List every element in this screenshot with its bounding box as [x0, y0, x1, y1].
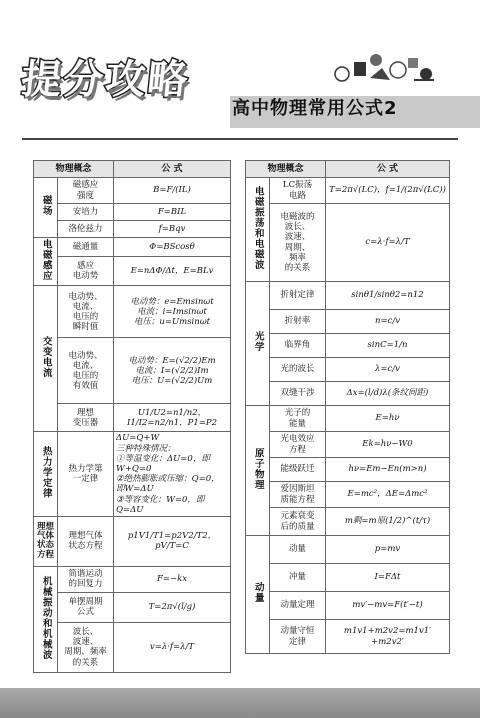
- category-optics: 光学: [246, 282, 270, 406]
- formula: E=mc²，ΔE=Δmc²: [326, 482, 450, 508]
- concept-name: 能级跃迁: [270, 458, 326, 482]
- concept-name: 磁感应 强度: [58, 178, 114, 204]
- formula: m1v1+m2v2=m1v1′+m2v2′: [326, 620, 450, 654]
- concept-name: 双缝干涉: [270, 382, 326, 406]
- category-momentum: 动量: [246, 536, 270, 654]
- concept-name: 折射率: [270, 310, 326, 334]
- table-row: [246, 334, 450, 358]
- banner: [232, 94, 432, 122]
- concept-name: 电动势、 电流、 电压的 有效值: [58, 338, 114, 404]
- formula: Δx=(l/d)λ(条纹间距): [326, 382, 450, 406]
- table-row: [246, 382, 450, 406]
- formula: λ=c/v: [326, 358, 450, 382]
- table-row: [246, 178, 450, 204]
- header-concept: 物理概念: [246, 161, 326, 178]
- concept-name: 临界角: [270, 334, 326, 358]
- concept-name: 动量: [270, 536, 326, 564]
- logo: [18, 48, 224, 103]
- formula: U1/U2=n1/n2，I1/I2=n2/n1，P1=P2: [114, 404, 231, 432]
- table-row: [246, 592, 450, 620]
- table-row: [246, 204, 450, 282]
- formula: 电动势：e=Emsinωt 电流：i=Imsinωt 电压：u=Umsinωt: [114, 286, 231, 338]
- concept-name: 爱因斯坦 质能方程: [270, 482, 326, 508]
- table-row: [246, 508, 450, 536]
- formula: T=2π√(LC)，f=1/(2π√(LC)): [326, 178, 450, 204]
- table-row: [246, 432, 450, 458]
- formula: ΔU=Q+W 三种特殊情况： ①等温变化：ΔU=0，即W+Q=0 ②绝热膨胀或压缩：Q=0，即W=ΔU ③等容变化：W=0，即Q=ΔU: [114, 432, 231, 517]
- page-header: [0, 0, 480, 142]
- formula: m剩=m原(1/2)^(t/τ): [326, 508, 450, 536]
- header-concept: 物理概念: [34, 161, 114, 178]
- formula: 电动势：E=(√2/2)Em 电流：I=(√2/2)Im 电压：U=(√2/2)Um: [114, 338, 231, 404]
- right-formula-table: [245, 160, 450, 654]
- table-row: [34, 238, 231, 257]
- table-row: [246, 282, 450, 310]
- formula: F=BIL: [114, 204, 231, 221]
- formula: I=FΔt: [326, 564, 450, 592]
- formula: E=nΔΦ/Δt，E=BLv: [114, 257, 231, 286]
- concept-name: 磁通量: [58, 238, 114, 257]
- formula: Ek=hν−W0: [326, 432, 450, 458]
- table-row: [246, 358, 450, 382]
- formula: n=c/v: [326, 310, 450, 334]
- formula: sinθ1/sinθ2=n12: [326, 282, 450, 310]
- category-ac: 交变电流: [34, 286, 58, 432]
- formula: sinC=1/n: [326, 334, 450, 358]
- concept-name: 安培力: [58, 204, 114, 221]
- concept-name: 折射定律: [270, 282, 326, 310]
- banner-title: 高中物理常用公式2: [232, 98, 398, 119]
- left-formula-table: [33, 160, 231, 673]
- category-atomic: 原子物理: [246, 406, 270, 536]
- concept-name: 光子的 能量: [270, 406, 326, 432]
- formula: E=hν: [326, 406, 450, 432]
- category-vibration: 机械振动和机械波: [34, 566, 58, 672]
- formula: B=F/(IL): [114, 178, 231, 204]
- concept-name: 波长、 波速、 周期、频率 的关系: [58, 622, 114, 672]
- formula: f=Bqv: [114, 221, 231, 238]
- category-gas: 理想气体状态方程: [34, 516, 58, 566]
- concept-name: 电磁波的 波长、 波速、 周期、 频率 的关系: [270, 204, 326, 282]
- table-row: [34, 178, 231, 204]
- formula: mv′−mv=F(t′−t): [326, 592, 450, 620]
- page-footer-band: [0, 688, 480, 718]
- table-row: [34, 257, 231, 286]
- category-induction: 电磁感应: [34, 238, 58, 286]
- concept-name: 理想气体 状态方程: [58, 516, 114, 566]
- table-row: [246, 536, 450, 564]
- header-formula: 公 式: [114, 161, 231, 178]
- formula: p1V1/T1=p2V2/T2，pV/T=C: [114, 516, 231, 566]
- header-formula: 公 式: [326, 161, 450, 178]
- formula: p=mv: [326, 536, 450, 564]
- category-magnetism: 磁场: [34, 178, 58, 238]
- concept-name: 动量守恒 定律: [270, 620, 326, 654]
- doodle-icons-decoration: [330, 48, 440, 88]
- concept-name: 冲量: [270, 564, 326, 592]
- table-row: [34, 286, 231, 338]
- table-row: [34, 516, 231, 566]
- concept-name: 简谐运动 的回复力: [58, 566, 114, 592]
- table-row: [34, 338, 231, 404]
- header-rule: [22, 138, 458, 140]
- table-row: [34, 432, 231, 517]
- concept-name: 元素衰变 后的质量: [270, 508, 326, 536]
- concept-name: 热力学第 一定律: [58, 432, 114, 517]
- formula: T=2π√(l/g): [114, 592, 231, 622]
- category-thermo: 热力学定律: [34, 432, 58, 517]
- table-header-row: [246, 161, 450, 178]
- concept-name: 理想 变压器: [58, 404, 114, 432]
- table-row: [246, 482, 450, 508]
- table-row: [246, 564, 450, 592]
- concept-name: 单摆周期 公式: [58, 592, 114, 622]
- table-header-row: [34, 161, 231, 178]
- table-row: [34, 592, 231, 622]
- concept-name: 电动势、 电流、 电压的 瞬时值: [58, 286, 114, 338]
- category-em-wave: 电磁振荡和电磁波: [246, 178, 270, 282]
- table-row: [246, 458, 450, 482]
- table-row: [34, 204, 231, 221]
- table-row: [34, 566, 231, 592]
- concept-name: 感应 电动势: [58, 257, 114, 286]
- table-row: [246, 406, 450, 432]
- concept-name: 动量定理: [270, 592, 326, 620]
- formula: c=λ·f=λ/T: [326, 204, 450, 282]
- table-row: [34, 622, 231, 672]
- logo-text: 提分攻略: [18, 57, 192, 103]
- formula: Φ=BScosθ: [114, 238, 231, 257]
- table-row: [34, 221, 231, 238]
- table-row: [246, 310, 450, 334]
- formula: v=λ·f=λ/T: [114, 622, 231, 672]
- concept-name: 光的波长: [270, 358, 326, 382]
- concept-name: 光电效应 方程: [270, 432, 326, 458]
- table-row: [246, 620, 450, 654]
- table-row: [34, 404, 231, 432]
- concept-name: 洛伦兹力: [58, 221, 114, 238]
- formula: F=−kx: [114, 566, 231, 592]
- formula: hν=Em−En(m>n): [326, 458, 450, 482]
- concept-name: LC振荡 电路: [270, 178, 326, 204]
